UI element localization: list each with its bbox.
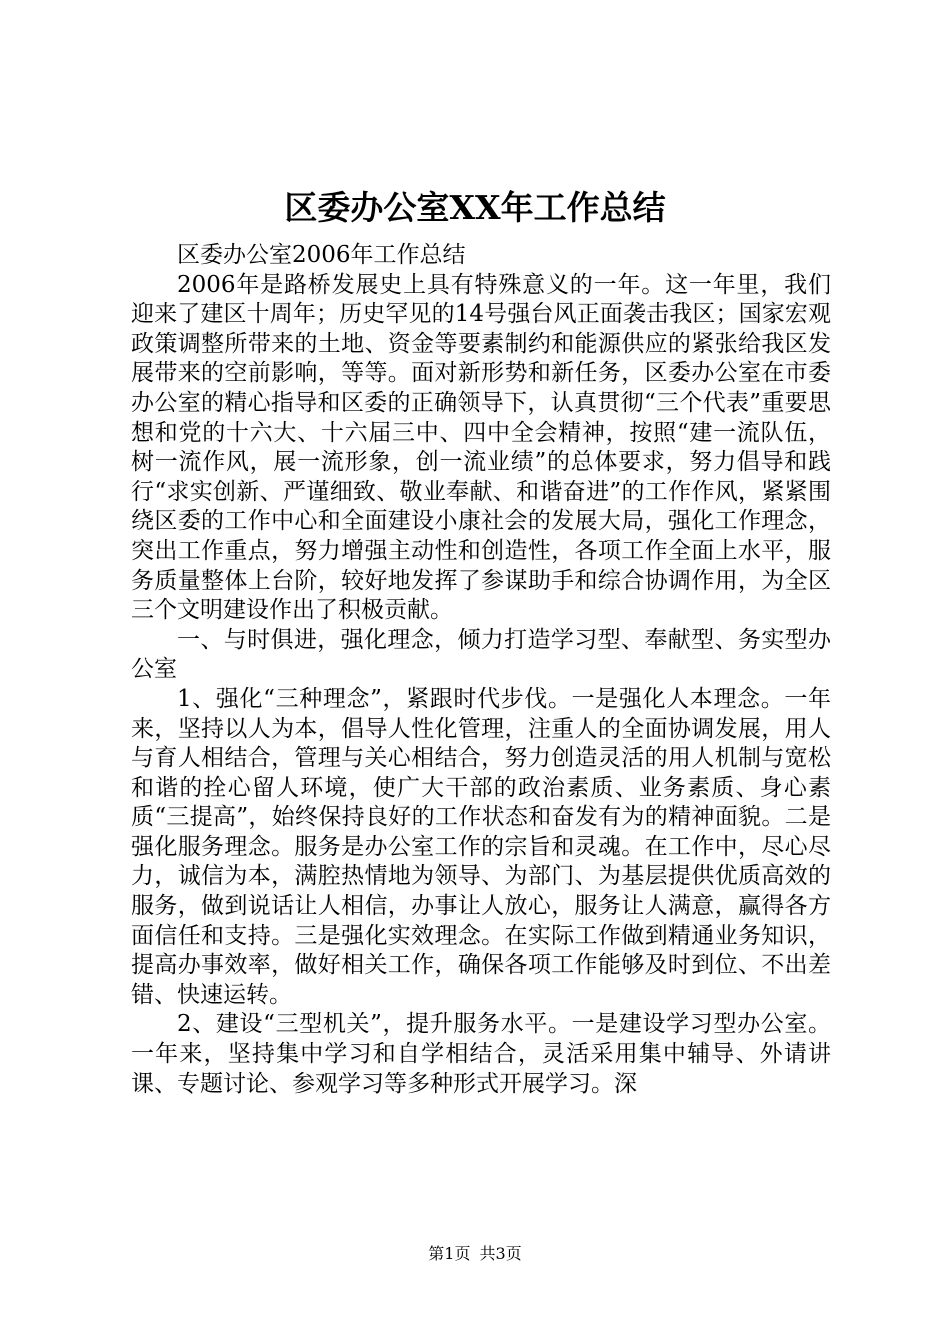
document-title: 区委办公室XX年工作总结 — [284, 188, 666, 227]
page-footer: 第1页 共3页 — [428, 1244, 522, 1263]
paragraph-section-1-2: 2、建设“三型机关”，提升服务水平。一是建设学习型办公室。一年来，坚持集中学习和自学相结合，灵活采用集中辅导、外请讲课、专题讨论、参观学习等多种形式开展学习。深 — [131, 1011, 831, 1097]
paragraph-section-1-1: 1、强化“三种理念”，紧跟时代步伐。一是强化人本理念。一年来，坚持以人为本，倡导人性化管理，注重人的全面协调发展，用人与育人相结合，管理与关心相结合，努力创造灵活的用人机制与宽松和谐的拴心留人环境，使广大干部的政治素质、业务素质、身心素质“三提高”，始终保持良好的工作状态和奋发有为的精神面貌。二是强化服务理念。服务是办公室工作的宗旨和灵魂。在工作中，尽心尽力，诚信为本，满腔热情地为领导、为部门、为基层提供优质高效的服务，做到说话让人相信，办事让人放心，服务让人满意，赢得各方面信任和支持。三是强化实效理念。在实际工作做到精通业务知识，提高办事效率，做好相关工作，确保各项工作能够及时到位、不出差错、快速运转。 — [131, 685, 831, 1008]
document-body — [131, 241, 831, 1099]
section-heading-1: 一、与时俱进，强化理念，倾力打造学习型、奉献型、务实型办公室 — [131, 626, 831, 683]
paragraph-intro: 2006年是路桥发展史上具有特殊意义的一年。这一年里，我们迎来了建区十周年；历史罕见的14号强台风正面袭击我区；国家宏观政策调整所带来的土地、资金等要素制约和能源供应的紧张给我区发展带来的空前影响，等等。面对新形势和新任务，区委办公室在市委办公室的精心指导和区委的正确领导下，认真贯彻“三个代表”重要思想和党的十六大、十六届三中、四中全会精神，按照“建一流队伍，树一流作风，展一流形象，创一流业绩”的总体要求，努力倡导和践行“求实创新、严谨细致、敬业奉献、和谐奋进”的工作作风，紧紧围绕区委的工作中心和全面建设小康社会的发展大局，强化工作理念，突出工作重点，努力增强主动性和创造性，各项工作全面上水平，服务质量整体上台阶，较好地发挥了参谋助手和综合协调作用，为全区三个文明建设作出了积极贡献。 — [131, 271, 831, 624]
paragraph-subtitle: 区委办公室2006年工作总结 — [177, 242, 466, 268]
